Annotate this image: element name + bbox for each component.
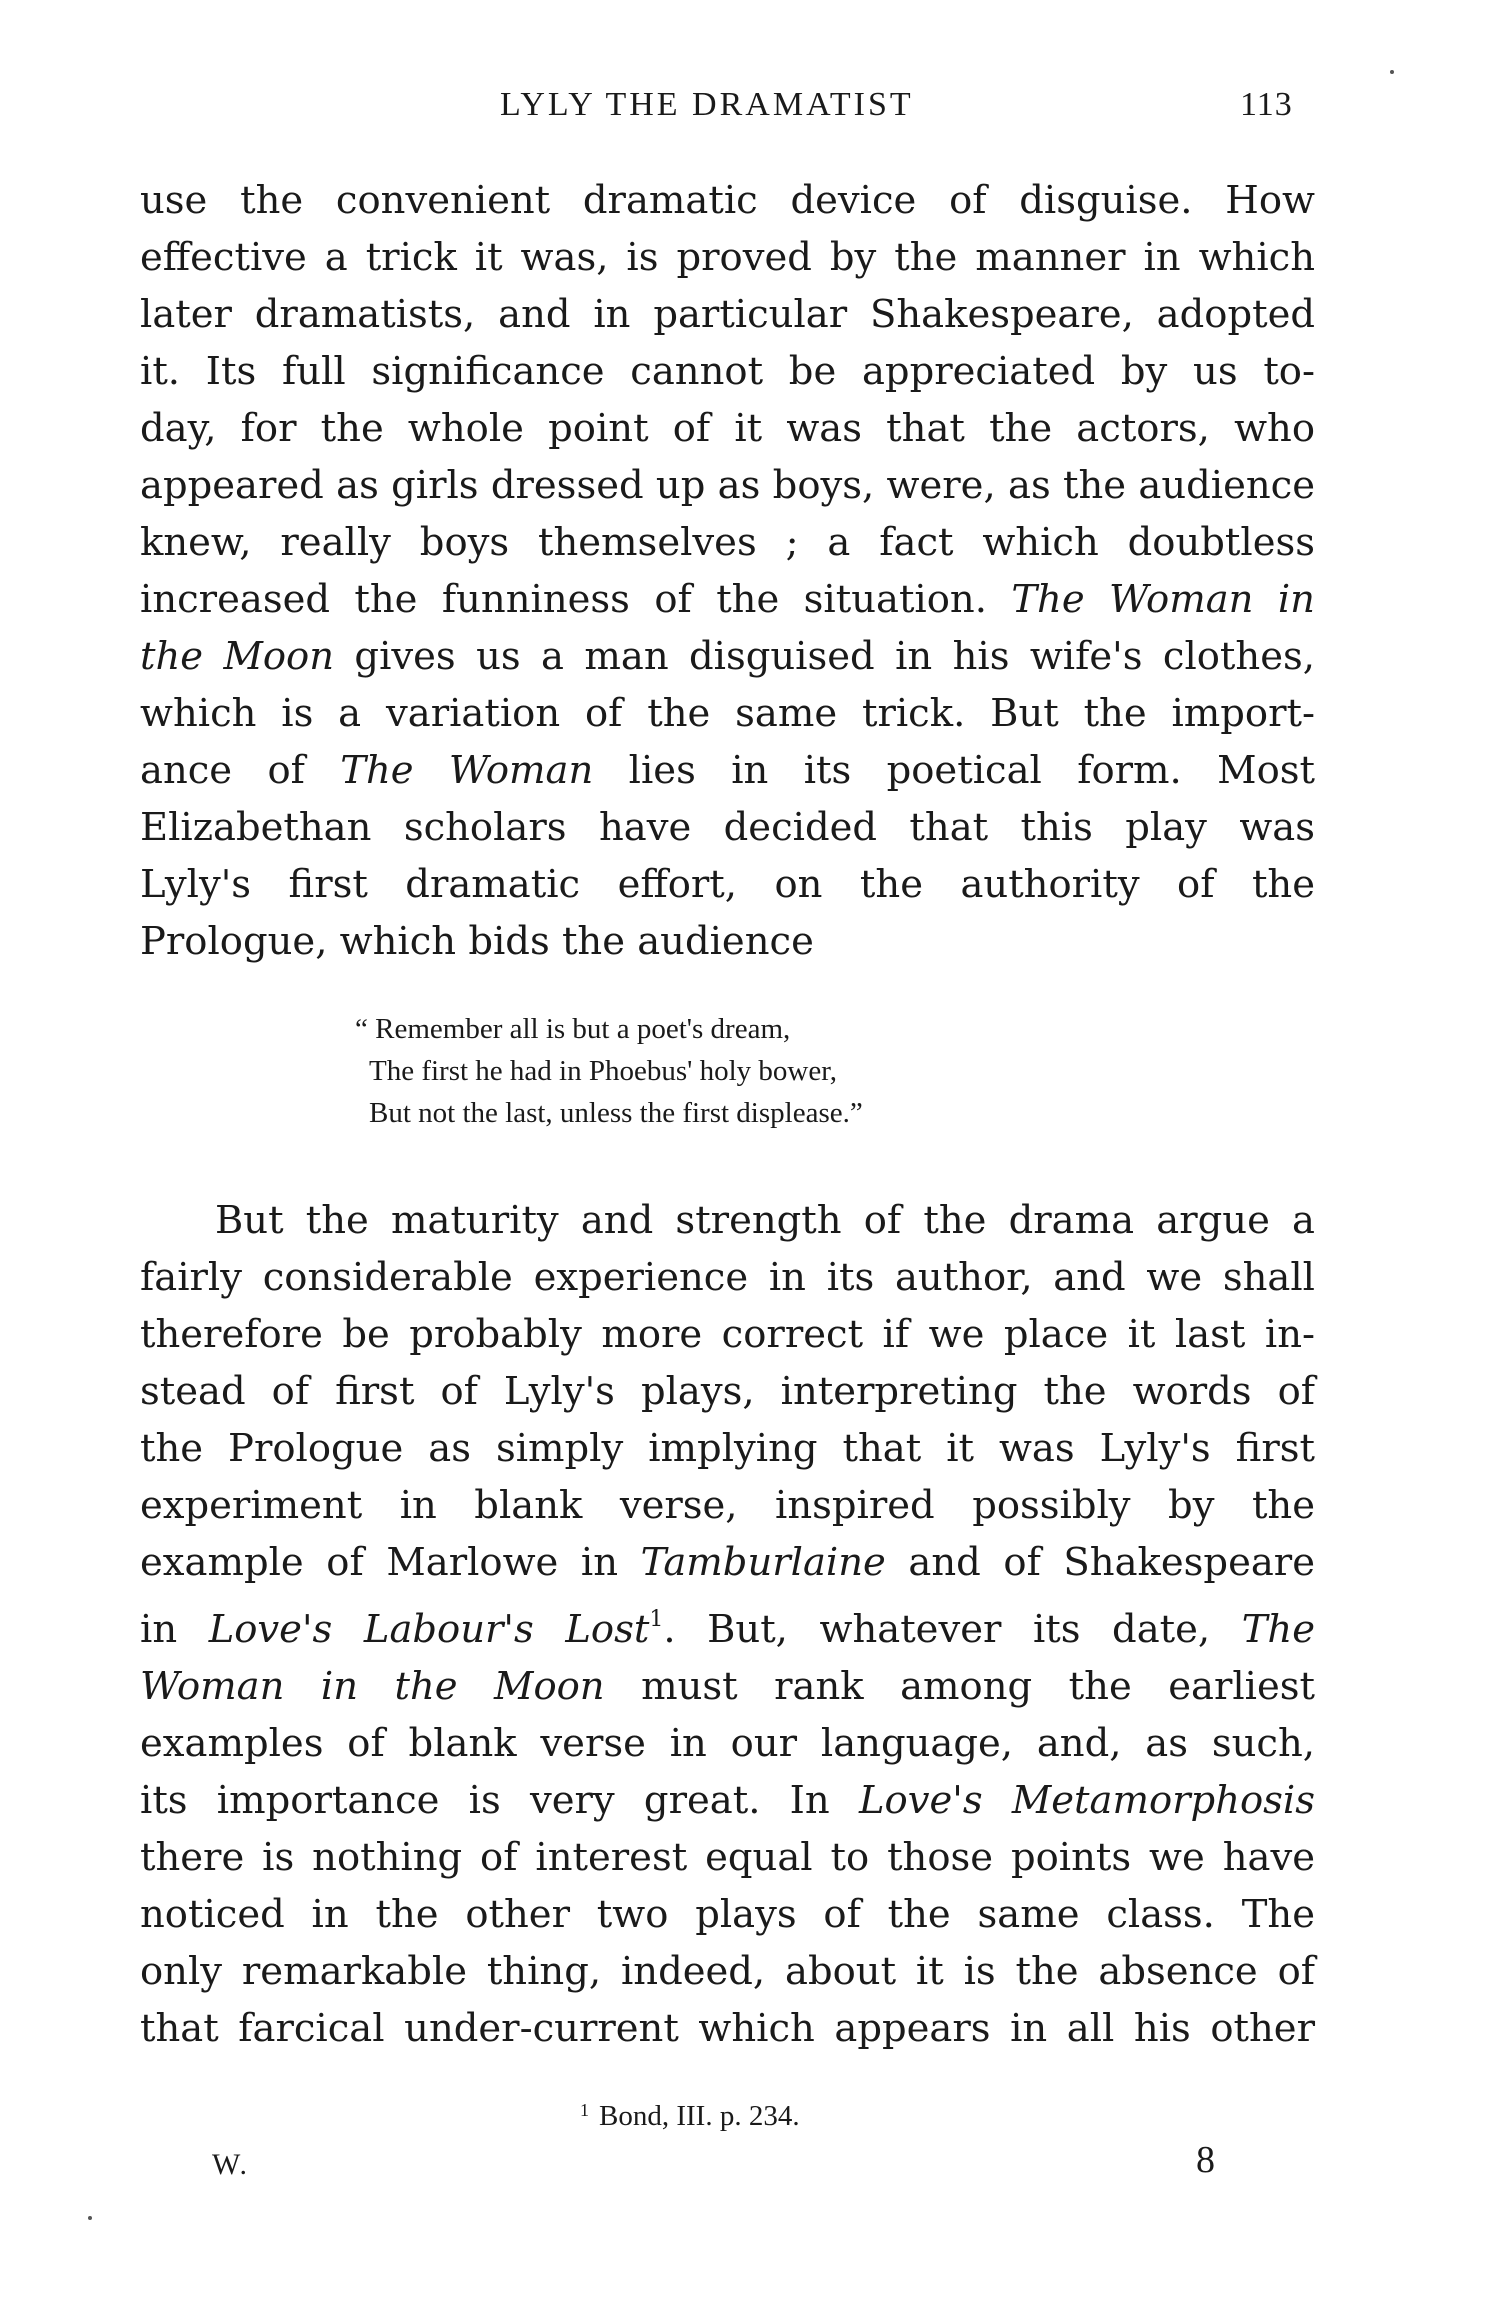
italic-title: Love's Metamorphosis [858,1778,1315,1823]
text-line: stead of first of Lyly's plays, interpreting the words of [140,1369,1315,1414]
text-line: therefore be probably more correct if we place it last in- [140,1312,1315,1357]
page-number: 113 [1240,86,1293,123]
footnote [580,2100,800,2133]
text-line: fairly considerable experience in its author, and we shall [140,1255,1315,1300]
text-line [140,571,1315,628]
text-line: Prologue, which bids the audience [140,919,814,964]
text-line [140,1534,1315,1591]
italic-title: the Moon [140,634,335,679]
paper-speck [1390,70,1394,74]
text-line: But the maturity and strength of the drama argue a [215,1198,1315,1243]
paragraph-2 [140,1192,1315,2057]
text-line: Lyly's first dramatic effort, on the authority of the [140,862,1315,907]
text-line: there is nothing of interest equal to those points we have [140,1835,1315,1880]
italic-title: Woman in the Moon [140,1664,605,1709]
text-line: the Prologue as simply implying that it was Lyly's first [140,1426,1315,1471]
verse-line: The first he had in Phoebus' holy bower, [369,1055,837,1087]
text-segment: ance of [140,748,305,793]
text-line: Elizabethan scholars have decided that this play was [140,805,1315,850]
text-line [140,1591,1315,1658]
signature-mark: W. [212,2148,250,2181]
text-segment: must rank among the earliest [604,1664,1315,1709]
verse-line: But not the last, unless the first displease.” [369,1097,863,1129]
italic-title: The Woman [340,748,594,793]
text-line: examples of blank verse in our language, and, as such, [140,1721,1315,1766]
text-line [140,628,1315,685]
italic-title: The [1241,1607,1315,1652]
text-line: noticed in the other two plays of the same class. The [140,1892,1315,1937]
footnote-text: Bond, III. p. 234. [599,2100,800,2132]
italic-title: Love's Labour's Lost [208,1607,650,1652]
running-title: LYLY THE DRAMATIST [500,86,914,123]
text-line: experiment in blank verse, inspired possibly by the [140,1483,1315,1528]
text-line [140,742,1315,799]
italic-title: Tamburlaine [640,1540,886,1585]
text-segment: in [140,1607,209,1652]
text-line [140,1772,1315,1829]
text-line: it. Its full significance cannot be appreciated by us to- [140,349,1315,394]
text-segment: . But, whatever its date, [663,1607,1242,1652]
text-line: appeared as girls dressed up as boys, were, as the audience [140,463,1315,508]
footnote-reference: 1 [649,1607,664,1632]
text-line: which is a variation of the same trick. But the import- [140,691,1315,736]
text-segment: increased the funniness of the situation. [140,577,987,622]
text-segment: lies in its poetical form. Most [593,748,1315,793]
text-segment: gives us a man disguised in his wife's clothes, [334,634,1315,679]
sheet-number: 8 [1196,2139,1215,2181]
text-line: knew, really boys themselves ; a fact which doubtless [140,520,1315,565]
text-line: effective a trick it was, is proved by the manner in which [140,235,1315,280]
running-head [0,86,1505,126]
verse-quotation [355,1008,863,1134]
text-line: use the convenient dramatic device of disguise. How [140,178,1315,223]
text-line: day, for the whole point of it was that the actors, who [140,406,1315,451]
verse-line: “ Remember all is but a poet's dream, [355,1013,791,1045]
text-segment: its importance is very great. In [140,1778,859,1823]
footnote-mark: 1 [580,2100,589,2120]
text-line: later dramatists, and in particular Shakespeare, adopted [140,292,1315,337]
paragraph-1 [140,172,1315,970]
text-segment: and of Shakespeare [885,1540,1316,1585]
text-segment: example of Marlowe in [140,1540,641,1585]
italic-title: The Woman in [1011,577,1315,622]
text-line [140,1658,1315,1715]
text-line: only remarkable thing, indeed, about it is the absence of [140,1949,1315,1994]
text-line: that farcical under-current which appears in all his other [140,2006,1315,2051]
paper-speck [88,2216,92,2220]
